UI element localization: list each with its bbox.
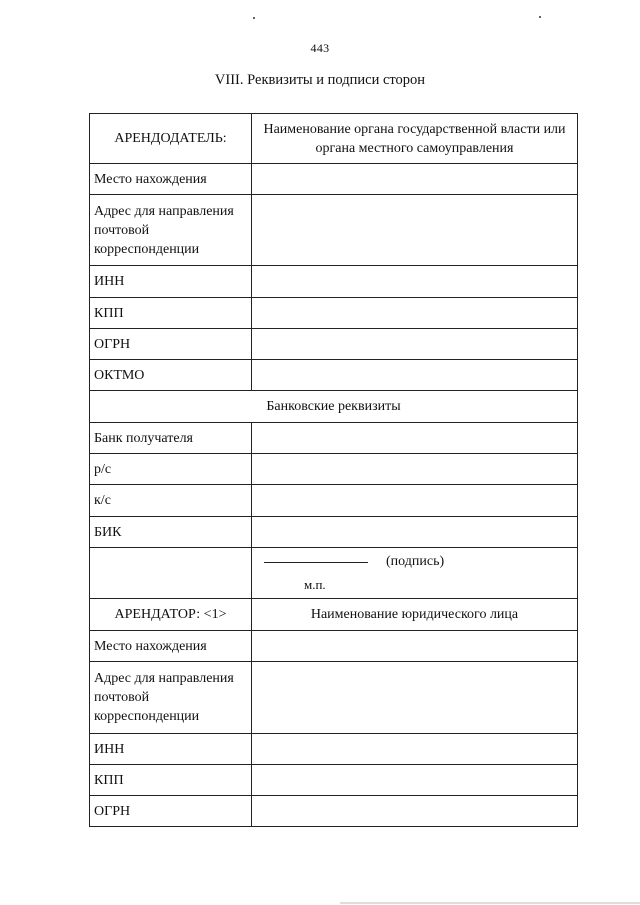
scan-speck — [539, 16, 541, 18]
row-label: ОГРН — [90, 329, 252, 360]
landlord-heading-value: Наименование органа государственной власти или органа местного самоуправления — [252, 114, 578, 164]
tenant-heading-value: Наименование юридического лица — [252, 599, 578, 631]
row-value-field[interactable] — [252, 796, 578, 827]
scan-edge — [340, 902, 640, 904]
row-value-field[interactable] — [252, 164, 578, 195]
row-label: ОГРН — [90, 796, 252, 827]
row-value-field[interactable] — [252, 360, 578, 391]
row-value-field[interactable] — [252, 423, 578, 454]
table-row — [90, 662, 578, 734]
scan-speck — [253, 17, 255, 19]
signature-cell — [252, 548, 578, 599]
row-value-field[interactable] — [252, 765, 578, 796]
tenant-header-row — [90, 599, 578, 631]
stamp-label: м.п. — [304, 577, 326, 592]
table-row — [90, 423, 578, 454]
row-value-field[interactable] — [252, 266, 578, 298]
landlord-header-row — [90, 114, 578, 164]
row-label: к/с — [90, 485, 252, 517]
bank-heading-row — [90, 391, 578, 423]
row-value-field[interactable] — [252, 454, 578, 485]
table-row — [90, 329, 578, 360]
row-value-field[interactable] — [252, 298, 578, 329]
row-label: Место нахождения — [90, 164, 252, 195]
table-row — [90, 298, 578, 329]
table-row — [90, 485, 578, 517]
row-label: ИНН — [90, 266, 252, 298]
row-label: р/с — [90, 454, 252, 485]
row-value-field[interactable] — [252, 329, 578, 360]
requisites-table — [89, 113, 578, 827]
table-row — [90, 631, 578, 662]
row-value-field[interactable] — [252, 195, 578, 266]
row-label: КПП — [90, 298, 252, 329]
page-number: 443 — [310, 41, 330, 55]
table-row — [90, 765, 578, 796]
signature-empty-cell — [90, 548, 252, 599]
table-row — [90, 360, 578, 391]
section-title: VIII. Реквизиты и подписи сторон — [214, 72, 426, 88]
table-row — [90, 164, 578, 195]
tenant-heading: АРЕНДАТОР: <1> — [90, 599, 252, 631]
table-row — [90, 266, 578, 298]
row-value-field[interactable] — [252, 662, 578, 734]
row-value-field[interactable] — [252, 517, 578, 548]
signature-row — [90, 548, 578, 599]
table-row — [90, 734, 578, 765]
row-label: БИК — [90, 517, 252, 548]
row-label: Место нахождения — [90, 631, 252, 662]
row-label: ИНН — [90, 734, 252, 765]
row-label: КПП — [90, 765, 252, 796]
bank-heading: Банковские реквизиты — [90, 391, 578, 423]
row-label: ОКТМО — [90, 360, 252, 391]
row-label: Адрес для направления почтовой корреспонденции — [90, 662, 252, 734]
table-row — [90, 517, 578, 548]
signature-line[interactable] — [264, 562, 368, 563]
table-row — [90, 796, 578, 827]
row-value-field[interactable] — [252, 631, 578, 662]
row-value-field[interactable] — [252, 485, 578, 517]
row-value-field[interactable] — [252, 734, 578, 765]
row-label: Адрес для направления почтовой корреспонденции — [90, 195, 252, 266]
signature-label: (подпись) — [386, 554, 445, 569]
table-row — [90, 454, 578, 485]
row-label: Банк получателя — [90, 423, 252, 454]
landlord-heading: АРЕНДОДАТЕЛЬ: — [90, 114, 252, 164]
table-row — [90, 195, 578, 266]
